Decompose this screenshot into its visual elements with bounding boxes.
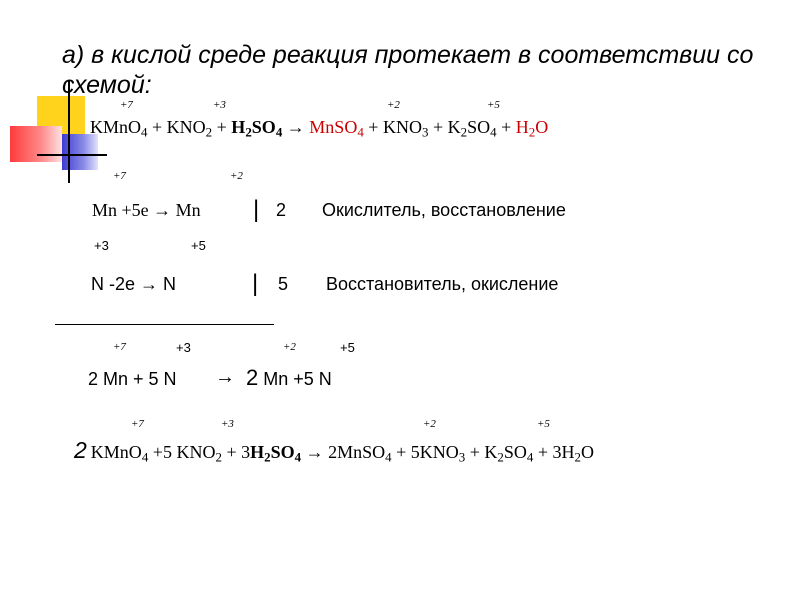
ox-state: +2 — [230, 170, 243, 182]
ox-state: +2 — [423, 418, 436, 430]
slide-heading: а) в кислой среде реакция протекает в соответствии со схемой: — [62, 41, 754, 99]
ornament-red-block — [10, 126, 62, 162]
ox-state: +5 — [191, 238, 206, 253]
n-role: Восстановитель, окисление — [326, 274, 559, 294]
ox-state: +3 — [94, 238, 109, 253]
separator-line — [55, 324, 274, 325]
mn-role: Окислитель, восстановление — [322, 200, 566, 220]
ox-state: +7 — [120, 99, 133, 111]
summary-arrow: → — [215, 366, 235, 388]
ox-state: +7 — [113, 341, 126, 353]
ox-state: +5 — [537, 418, 550, 430]
ox-state: +7 — [113, 170, 126, 182]
half-reaction-bar: | — [253, 196, 260, 223]
mn-coefficient: 2 — [276, 200, 287, 220]
ox-state: +5 — [340, 340, 355, 355]
balanced-equation: 2 KMnO$_4$ +5 $KNO_2 + 3H_2SO_4$ → 2MnSO$_4$ + $5KNO_3 + K_2SO_4 + 3H_2O$ — [74, 437, 595, 465]
ox-state: +3 — [221, 418, 234, 430]
ornament-horizontal-line — [37, 154, 107, 156]
n-half-equation: N -2e → N — [91, 274, 177, 294]
ox-state: +3 — [213, 99, 226, 111]
ox-state: +2 — [387, 99, 400, 111]
mn-half-equation: Mn +5e → Mn — [92, 200, 201, 220]
ox-state: +3 — [176, 340, 191, 355]
ox-state: +7 — [131, 418, 144, 430]
half-reaction-bar: | — [252, 270, 259, 297]
n-coefficient: 5 — [278, 274, 289, 294]
ox-state: +2 — [283, 341, 296, 353]
unbalanced-equation: KMnO$_4$ + $KNO_2 + H_2SO_4$ → MnSO$_4$ + $KNO_3 + K_2SO_4 + H_2O$ — [90, 117, 549, 140]
summary-right: 2 Mn +5 N — [246, 365, 332, 390]
ox-state: +5 — [487, 99, 500, 111]
summary-left: 2 Mn + 5 N — [88, 369, 177, 389]
